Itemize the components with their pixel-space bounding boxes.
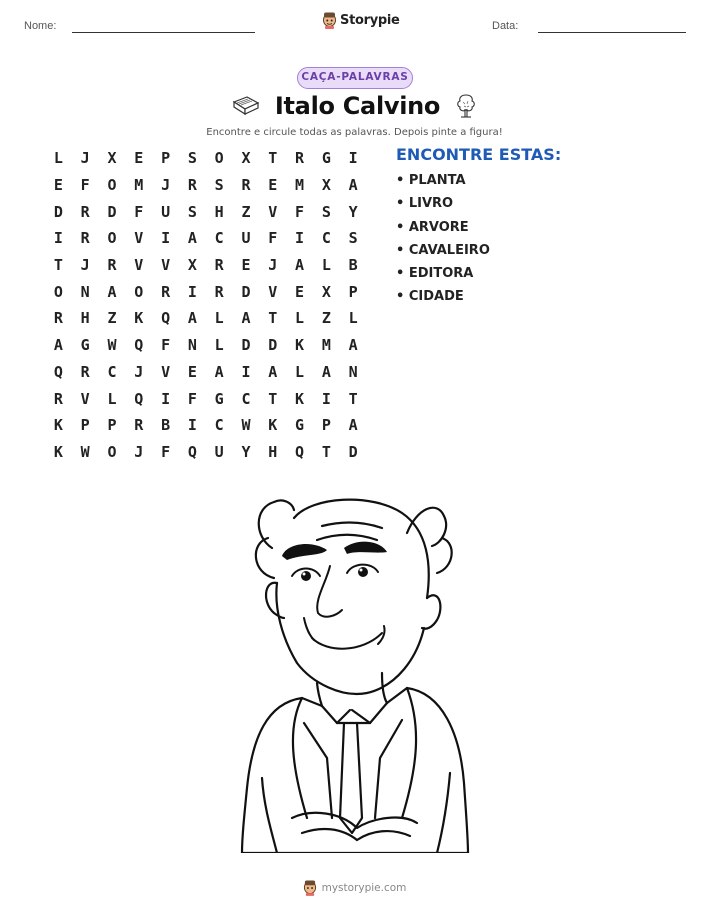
grid-cell[interactable]: R: [161, 282, 171, 301]
grid-cell[interactable]: F: [187, 389, 197, 408]
grid-cell[interactable]: H: [268, 442, 278, 461]
grid-cell[interactable]: F: [161, 442, 171, 461]
grid-cell[interactable]: K: [295, 336, 305, 355]
grid-cell[interactable]: D: [348, 442, 358, 461]
grid-cell[interactable]: A: [321, 362, 331, 381]
grid-cell[interactable]: N: [80, 282, 90, 301]
grid-cell[interactable]: A: [348, 336, 358, 355]
grid-cell[interactable]: E: [241, 256, 251, 275]
activity-badge: CAÇA-PALAVRAS: [297, 67, 413, 89]
grid-cell[interactable]: Z: [321, 309, 331, 328]
grid-cell[interactable]: P: [348, 282, 358, 301]
grid-cell[interactable]: J: [80, 149, 90, 168]
grid-cell[interactable]: Z: [241, 202, 251, 221]
grid-cell[interactable]: C: [214, 229, 224, 248]
grid-row: [45, 145, 367, 172]
storypie-mascot-icon: [322, 12, 337, 29]
grid-cell[interactable]: R: [214, 256, 224, 275]
grid-cell[interactable]: G: [214, 389, 224, 408]
grid-cell[interactable]: R: [241, 176, 251, 195]
grid-cell[interactable]: S: [214, 176, 224, 195]
grid-cell[interactable]: R: [187, 176, 197, 195]
grid-cell[interactable]: L: [214, 336, 224, 355]
grid-cell[interactable]: I: [241, 362, 251, 381]
grid-cell[interactable]: O: [107, 229, 117, 248]
grid-cell[interactable]: B: [348, 256, 358, 275]
grid-cell[interactable]: A: [241, 309, 251, 328]
word-list-item: • ARVORE: [396, 219, 490, 242]
footer: [0, 880, 709, 896]
grid-cell[interactable]: O: [214, 149, 224, 168]
grid-cell[interactable]: A: [348, 176, 358, 195]
date-line: [538, 32, 686, 33]
grid-cell[interactable]: R: [80, 202, 90, 221]
grid-cell[interactable]: E: [187, 362, 197, 381]
grid-row: [45, 172, 367, 199]
grid-cell[interactable]: A: [107, 282, 117, 301]
grid-cell[interactable]: J: [161, 176, 171, 195]
grid-row: [45, 252, 367, 279]
grid-cell[interactable]: E: [295, 282, 305, 301]
grid-cell[interactable]: V: [268, 202, 278, 221]
grid-cell[interactable]: L: [107, 389, 117, 408]
grid-cell[interactable]: T: [268, 309, 278, 328]
grid-cell[interactable]: L: [321, 256, 331, 275]
grid-cell[interactable]: R: [53, 309, 63, 328]
grid-cell[interactable]: D: [241, 282, 251, 301]
grid-cell[interactable]: I: [348, 149, 358, 168]
grid-cell[interactable]: F: [80, 176, 90, 195]
grid-cell[interactable]: H: [214, 202, 224, 221]
grid-cell[interactable]: O: [107, 442, 117, 461]
grid-cell[interactable]: U: [214, 442, 224, 461]
grid-cell[interactable]: V: [161, 256, 171, 275]
grid-cell[interactable]: C: [214, 416, 224, 435]
grid-cell[interactable]: F: [295, 202, 305, 221]
grid-cell[interactable]: J: [80, 256, 90, 275]
grid-cell[interactable]: C: [321, 229, 331, 248]
grid-cell[interactable]: G: [295, 416, 305, 435]
storypie-mascot-icon: [303, 880, 317, 896]
grid-cell[interactable]: I: [161, 229, 171, 248]
grid-cell[interactable]: D: [241, 336, 251, 355]
grid-cell[interactable]: E: [134, 149, 144, 168]
grid-cell[interactable]: F: [134, 202, 144, 221]
grid-row: [45, 225, 367, 252]
grid-cell[interactable]: J: [134, 362, 144, 381]
grid-cell[interactable]: A: [268, 362, 278, 381]
grid-cell[interactable]: D: [107, 202, 117, 221]
grid-cell[interactable]: A: [214, 362, 224, 381]
grid-cell[interactable]: R: [53, 389, 63, 408]
grid-cell[interactable]: D: [53, 202, 63, 221]
grid-cell[interactable]: S: [321, 202, 331, 221]
grid-cell[interactable]: O: [53, 282, 63, 301]
grid-cell[interactable]: K: [53, 416, 63, 435]
grid-row: [45, 385, 367, 412]
grid-cell[interactable]: Y: [348, 202, 358, 221]
grid-cell[interactable]: I: [295, 229, 305, 248]
brand-logo: [322, 12, 400, 29]
book-icon: [231, 94, 261, 118]
grid-cell[interactable]: Q: [187, 442, 197, 461]
word-list-item: • PLANTA: [396, 172, 490, 195]
word-search-grid: [45, 145, 367, 465]
grid-cell[interactable]: K: [295, 389, 305, 408]
grid-cell[interactable]: Q: [161, 309, 171, 328]
grid-cell[interactable]: H: [80, 309, 90, 328]
grid-cell[interactable]: G: [321, 149, 331, 168]
grid-cell[interactable]: P: [107, 416, 117, 435]
word-list-item: • EDITORA: [396, 265, 490, 288]
word-list: [396, 172, 490, 312]
grid-cell[interactable]: V: [161, 362, 171, 381]
grid-cell[interactable]: L: [214, 309, 224, 328]
grid-row: [45, 332, 367, 359]
grid-row: [45, 198, 367, 225]
grid-cell[interactable]: S: [187, 149, 197, 168]
grid-cell[interactable]: Q: [134, 389, 144, 408]
grid-cell[interactable]: I: [187, 282, 197, 301]
name-label: Nome:: [24, 20, 57, 32]
grid-cell[interactable]: R: [295, 149, 305, 168]
grid-cell[interactable]: M: [134, 176, 144, 195]
grid-cell[interactable]: M: [321, 336, 331, 355]
grid-cell[interactable]: Y: [241, 442, 251, 461]
grid-cell[interactable]: N: [187, 336, 197, 355]
date-label: Data:: [492, 20, 519, 32]
brand-name: Storypie: [340, 13, 400, 28]
portrait-illustration: [232, 488, 477, 853]
grid-cell[interactable]: Z: [107, 309, 117, 328]
grid-cell[interactable]: R: [134, 416, 144, 435]
grid-cell[interactable]: G: [80, 336, 90, 355]
grid-cell[interactable]: T: [268, 389, 278, 408]
grid-cell[interactable]: U: [241, 229, 251, 248]
grid-row: [45, 439, 367, 466]
grid-cell[interactable]: L: [295, 309, 305, 328]
grid-row: [45, 305, 367, 332]
grid-cell[interactable]: T: [321, 442, 331, 461]
word-list-title: ENCONTRE ESTAS:: [396, 145, 562, 164]
name-line: [72, 32, 255, 33]
grid-cell[interactable]: A: [53, 336, 63, 355]
page-title: Italo Calvino: [274, 92, 441, 120]
grid-cell[interactable]: A: [187, 229, 197, 248]
grid-cell[interactable]: X: [241, 149, 251, 168]
grid-row: [45, 278, 367, 305]
grid-cell[interactable]: I: [321, 389, 331, 408]
grid-cell[interactable]: V: [268, 282, 278, 301]
grid-cell[interactable]: R: [214, 282, 224, 301]
grid-cell[interactable]: R: [107, 256, 117, 275]
grid-cell[interactable]: J: [134, 442, 144, 461]
grid-cell[interactable]: U: [161, 202, 171, 221]
grid-cell[interactable]: K: [268, 416, 278, 435]
grid-cell[interactable]: L: [348, 309, 358, 328]
grid-cell[interactable]: E: [268, 176, 278, 195]
footer-url[interactable]: mystorypie.com: [321, 882, 407, 894]
grid-cell[interactable]: C: [241, 389, 251, 408]
word-list-item: • LIVRO: [396, 195, 490, 218]
grid-cell[interactable]: X: [321, 176, 331, 195]
grid-cell[interactable]: F: [161, 336, 171, 355]
word-list-item: • CAVALEIRO: [396, 242, 490, 265]
grid-cell[interactable]: W: [80, 442, 90, 461]
grid-cell[interactable]: I: [53, 229, 63, 248]
grid-cell[interactable]: Q: [134, 336, 144, 355]
grid-cell[interactable]: A: [348, 416, 358, 435]
grid-cell[interactable]: X: [107, 149, 117, 168]
grid-cell[interactable]: A: [295, 256, 305, 275]
grid-cell[interactable]: K: [134, 309, 144, 328]
grid-row: [45, 359, 367, 386]
grid-cell[interactable]: R: [80, 362, 90, 381]
grid-cell[interactable]: I: [161, 389, 171, 408]
grid-cell[interactable]: V: [80, 389, 90, 408]
grid-cell[interactable]: T: [268, 149, 278, 168]
grid-cell[interactable]: O: [107, 176, 117, 195]
grid-cell[interactable]: J: [268, 256, 278, 275]
grid-row: [45, 412, 367, 439]
grid-cell[interactable]: C: [107, 362, 117, 381]
grid-cell[interactable]: Q: [53, 362, 63, 381]
word-list-item: • CIDADE: [396, 288, 490, 311]
grid-cell[interactable]: V: [134, 256, 144, 275]
grid-cell[interactable]: Q: [295, 442, 305, 461]
grid-cell[interactable]: O: [134, 282, 144, 301]
grid-cell[interactable]: R: [80, 229, 90, 248]
grid-cell[interactable]: K: [53, 442, 63, 461]
grid-cell[interactable]: W: [107, 336, 117, 355]
grid-cell[interactable]: N: [348, 362, 358, 381]
grid-cell[interactable]: P: [161, 149, 171, 168]
grid-cell[interactable]: P: [321, 416, 331, 435]
grid-cell[interactable]: S: [348, 229, 358, 248]
grid-cell[interactable]: F: [268, 229, 278, 248]
grid-cell[interactable]: P: [80, 416, 90, 435]
grid-cell[interactable]: W: [241, 416, 251, 435]
grid-cell[interactable]: T: [348, 389, 358, 408]
grid-cell[interactable]: X: [321, 282, 331, 301]
title-row: [0, 92, 709, 120]
grid-cell[interactable]: E: [53, 176, 63, 195]
grid-cell[interactable]: T: [53, 256, 63, 275]
grid-cell[interactable]: D: [268, 336, 278, 355]
grid-cell[interactable]: V: [134, 229, 144, 248]
grid-cell[interactable]: X: [187, 256, 197, 275]
grid-cell[interactable]: M: [295, 176, 305, 195]
grid-cell[interactable]: I: [187, 416, 197, 435]
grid-cell[interactable]: B: [161, 416, 171, 435]
instructions-text: Encontre e circule todas as palavras. Depois pinte a figura!: [206, 127, 503, 138]
grid-cell[interactable]: A: [187, 309, 197, 328]
grid-cell[interactable]: L: [53, 149, 63, 168]
tree-icon: [454, 92, 478, 120]
grid-cell[interactable]: S: [187, 202, 197, 221]
grid-cell[interactable]: L: [295, 362, 305, 381]
